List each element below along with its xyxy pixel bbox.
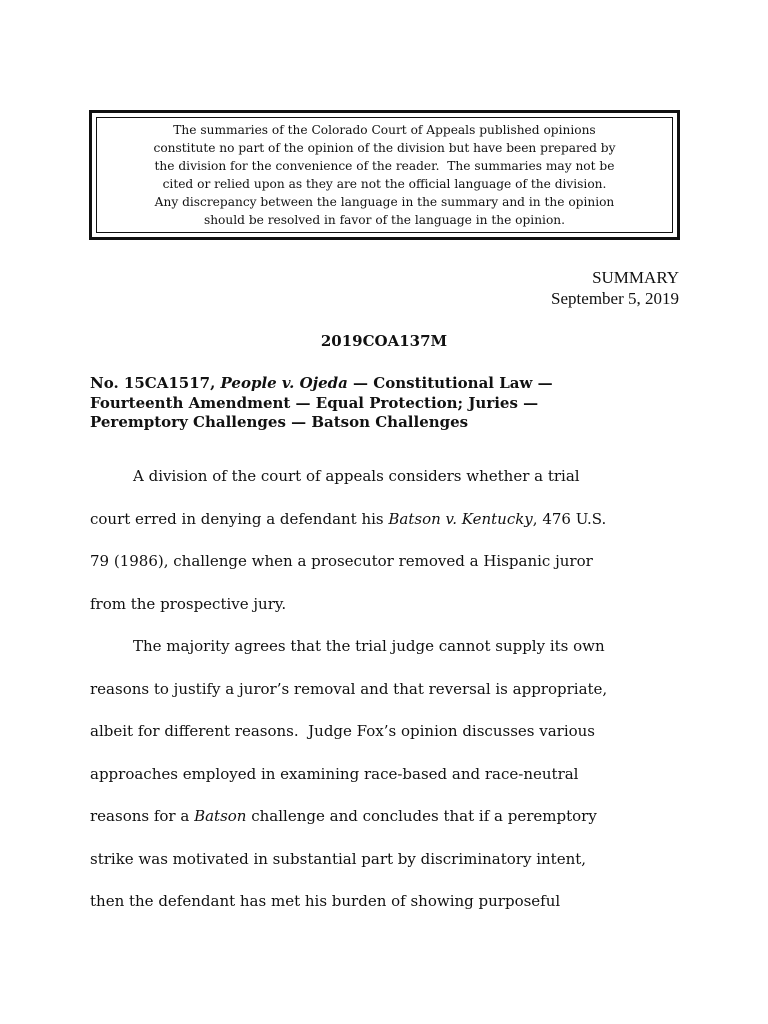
- body-line: then the defendant has met his burden of showing purposeful: [90, 892, 561, 910]
- cited-case-name: Batson v. Kentucky: [388, 509, 533, 528]
- disclaimer-line: The summaries of the Colorado Court of Appeals published opinions: [173, 123, 596, 137]
- case-citation: 2019COA137M: [320, 332, 448, 350]
- body-line: A division of the court of appeals considers whether a trial: [133, 467, 580, 485]
- body-line: strike was motivated in substantial part by discriminatory intent,: [90, 849, 587, 868]
- summary-body: [90, 455, 690, 923]
- body-line: albeit for different reasons. Judge Fox’s opinion discusses various: [90, 722, 596, 740]
- disclaimer-line: constitute no part of the opinion of the division but have been prepared by: [153, 141, 616, 155]
- body-line: from the prospective jury.: [90, 594, 287, 613]
- body-paragraph-2: [90, 625, 690, 923]
- headnote-topic-1: — Constitutional Law —: [347, 374, 553, 392]
- cited-case-name: Batson: [194, 807, 247, 825]
- case-name: People v. Ojeda: [220, 374, 348, 392]
- headnote-line-3: Peremptory Challenges — Batson Challenges: [90, 413, 469, 431]
- body-line: [90, 498, 690, 541]
- body-line: [90, 795, 690, 838]
- disclaimer-line: the division for the convenience of the reader. The summaries may not be: [154, 159, 615, 173]
- disclaimer-line: Any discrepancy between the language in the summary and in the opinion: [154, 195, 615, 209]
- headnote-line-2: Fourteenth Amendment — Equal Protection; Juries —: [90, 393, 539, 412]
- disclaimer-line: should be resolved in favor of the language in the opinion.: [203, 213, 566, 227]
- body-text-segment: , 476 U.S.: [532, 509, 607, 528]
- summary-header: [551, 267, 679, 309]
- body-text-segment: court erred in denying a defendant his: [90, 509, 389, 528]
- headnote: [90, 374, 690, 433]
- body-paragraph-1: [90, 455, 690, 625]
- body-text-segment: reasons for a: [90, 807, 195, 825]
- case-number: No. 15CA1517,: [90, 374, 221, 392]
- summary-date: September 5, 2019: [551, 289, 679, 308]
- disclaimer-inner-border: [96, 117, 673, 233]
- disclaimer-line: cited or relied upon as they are not the official language of the division.: [162, 177, 607, 191]
- body-line: approaches employed in examining race-based and race-neutral: [90, 764, 579, 783]
- body-line: 79 (1986), challenge when a prosecutor removed a Hispanic juror: [90, 552, 593, 570]
- summary-label: SUMMARY: [592, 268, 679, 287]
- body-line: reasons to justify a juror’s removal and that reversal is appropriate,: [90, 679, 608, 698]
- disclaimer-box: [89, 110, 680, 240]
- body-line: The majority agrees that the trial judge cannot supply its own: [133, 637, 605, 655]
- body-text-segment: challenge and concludes that if a peremptory: [246, 807, 597, 825]
- disclaimer-text: [154, 121, 616, 229]
- headnote-line-1: [90, 374, 690, 394]
